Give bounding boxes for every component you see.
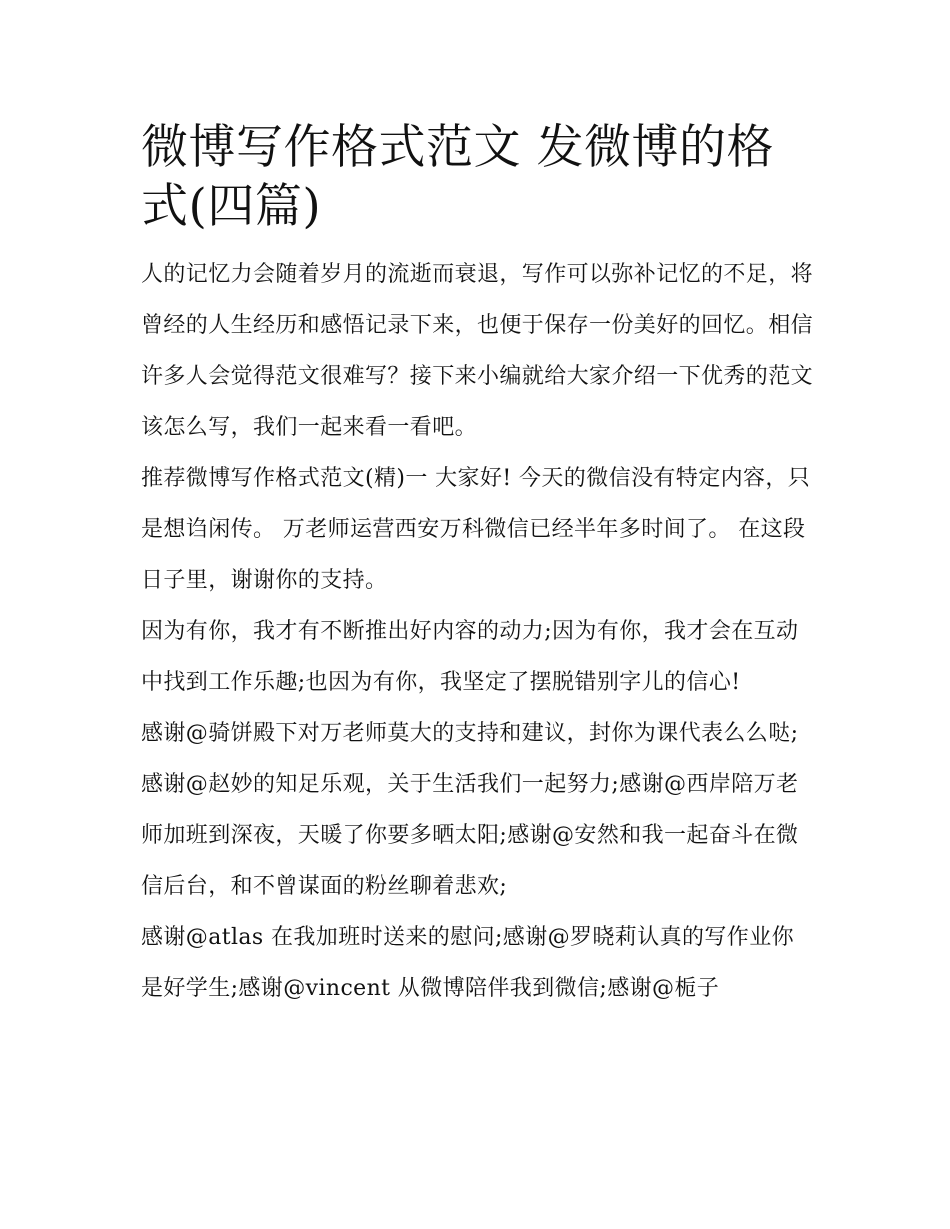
document-title: 微博写作格式范文 发微博的格式(四篇) [141,120,774,234]
paragraph-thanks-1: 感谢@骑饼殿下对万老师莫大的支持和建议，封你为课代表么么哒;感谢@赵妙的知足乐观，关于生活我们一起努力;感谢@西岸陪万老师加班到深夜，天暖了你要多晒太阳;感谢@安然和我一起奋斗在微信后台，和不曾谋面的粉丝聊着悲欢; [141,721,799,899]
document-page [141,118,813,1014]
paragraph-intro: 人的记忆力会随着岁月的流逝而衰退，写作可以弥补记忆的不足，将曾经的人生经历和感悟记录下来，也便于保存一份美好的回忆。相信许多人会觉得范文很难写？接下来小编就给大家介绍一下优秀的范文该怎么写，我们一起来看一看吧。 [141,262,814,440]
paragraph-recommend: 推荐微博写作格式范文(精)一 大家好! 今天的微信没有特定内容，只是想诌闲传。 万老师运营西安万科微信已经半年多时间了。 在这段日子里，谢谢你的支持。 [141,466,811,593]
paragraph-because-of-you: 因为有你，我才有不断推出好内容的动力;因为有你，我才会在互动中找到工作乐趣;也因为有你，我坚定了摆脱错别字儿的信心! [141,619,799,695]
paragraph-thanks-2: 感谢@atlas 在我加班时送来的慰问;感谢@罗晓莉认真的写作业你是好学生;感谢@vincent 从微博陪伴我到微信;感谢@栀子 [141,925,795,1001]
